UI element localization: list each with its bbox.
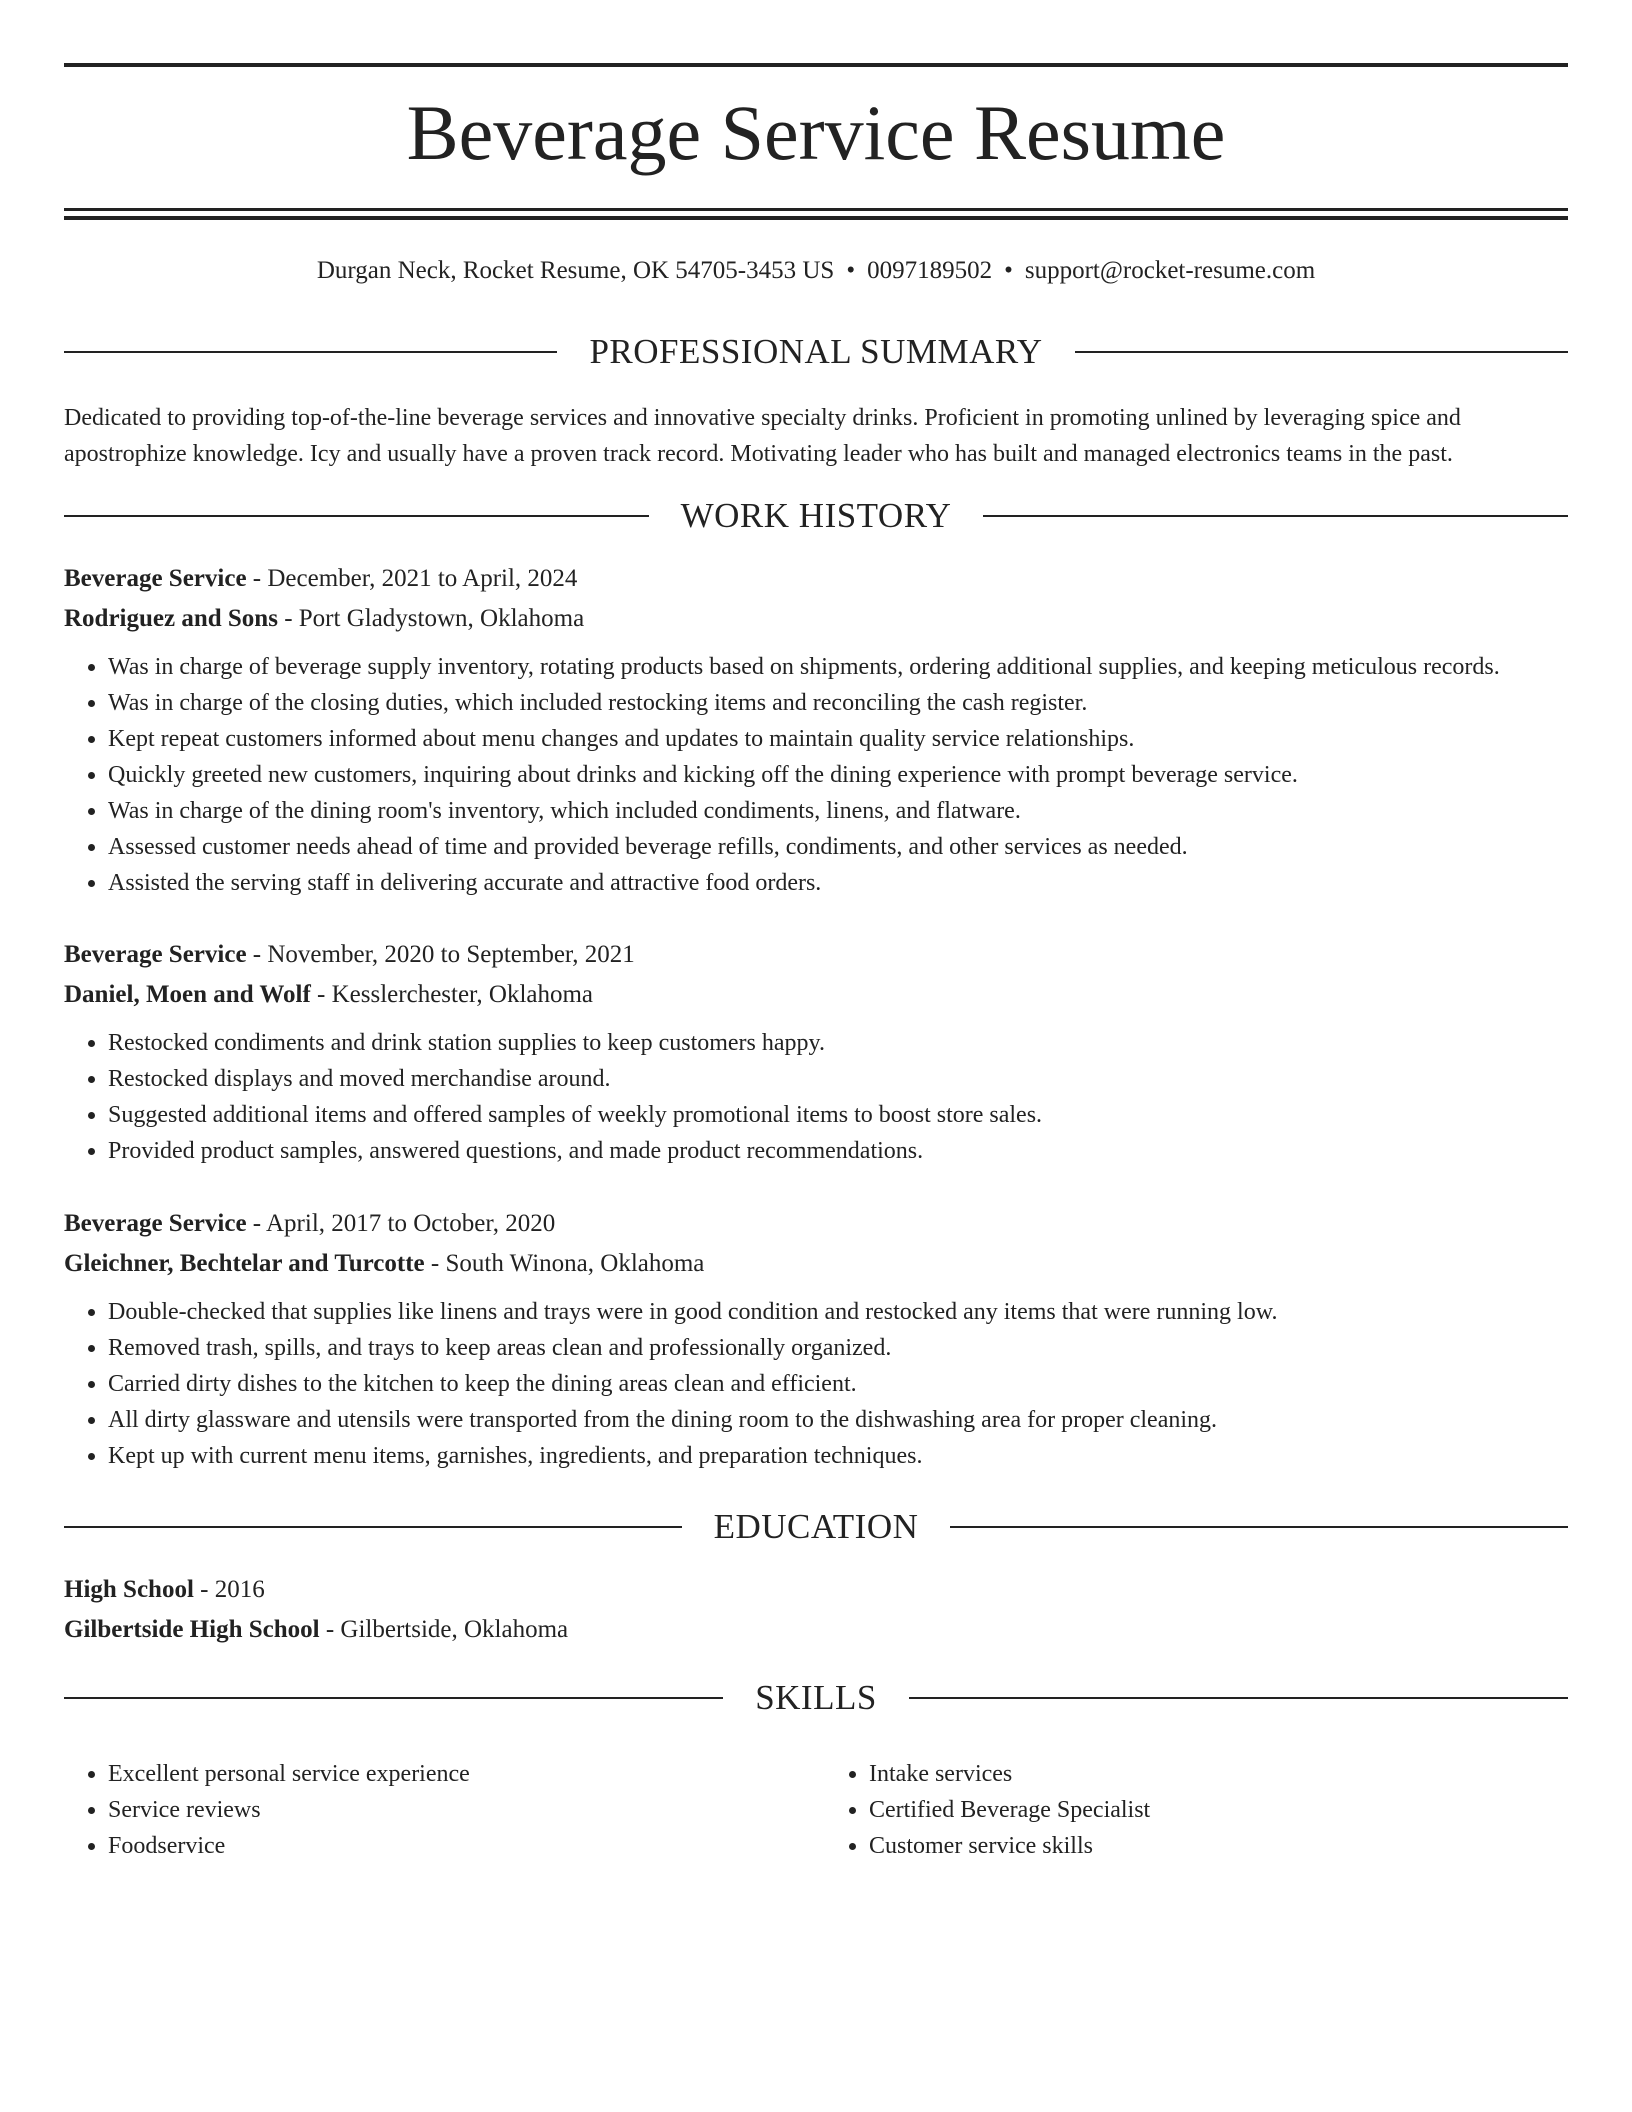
skill-item: • Service reviews — [108, 1792, 807, 1828]
job-bullets — [64, 1294, 1568, 1474]
job-location: - Kesslerchester, Oklahoma — [310, 981, 594, 1008]
job-bullet: • Suggested additional items and offered samples of weekly promotional items to boost store sales. — [108, 1097, 1568, 1133]
job-bullet: • Restocked condiments and drink station supplies to keep customers happy. — [108, 1025, 1568, 1061]
job-dates: - April, 2017 to October, 2020 — [246, 1210, 556, 1237]
title-bottom-rule-double — [64, 216, 1568, 220]
education-degree-line — [64, 1570, 1568, 1610]
job-bullet: • Provided product samples, answered questions, and made product recommendations. — [108, 1133, 1568, 1169]
contact-line — [64, 255, 1568, 287]
heading-rule — [950, 1526, 1568, 1528]
education-heading-label: EDUCATION — [713, 1507, 919, 1546]
contact-separator: • — [846, 257, 856, 284]
heading-rule — [64, 1697, 723, 1699]
job-bullet: • Was in charge of the dining room's inventory, which included condiments, linens, and flatware. — [108, 793, 1568, 829]
heading-rule — [64, 515, 649, 517]
work-history-heading-label: WORK HISTORY — [680, 496, 952, 535]
job-location: - South Winona, Oklahoma — [424, 1250, 705, 1277]
job-bullet: • Quickly greeted new customers, inquiring about drinks and kicking off the dining experience with prompt beverage service. — [108, 757, 1568, 793]
skills-column-right — [807, 1756, 1568, 1864]
job-entry — [64, 1204, 1568, 1474]
job-company: Rodriguez and Sons — [64, 605, 278, 632]
job-company: Gleichner, Bechtelar and Turcotte — [64, 1250, 425, 1277]
job-location: - Port Gladystown, Oklahoma — [277, 605, 585, 632]
job-company-line — [64, 599, 1568, 639]
skill-item: • Excellent personal service experience — [108, 1756, 807, 1792]
contact-address: Durgan Neck, Rocket Resume, OK 54705-3453 US — [316, 257, 835, 284]
title-bottom-rule — [64, 208, 1568, 211]
job-title: Beverage Service — [64, 941, 247, 968]
job-company-line — [64, 1244, 1568, 1284]
title-block — [64, 63, 1568, 223]
job-bullet: • Was in charge of beverage supply inventory, rotating products based on shipments, ordering additional supplies, and keeping meticulous records. — [108, 649, 1568, 685]
skills-list — [64, 1756, 1568, 1864]
job-bullets — [64, 649, 1568, 901]
heading-rule — [909, 1697, 1568, 1699]
skill-item: • Customer service skills — [869, 1828, 1568, 1864]
job-bullet: • Carried dirty dishes to the kitchen to keep the dining areas clean and efficient. — [108, 1366, 1568, 1402]
summary-heading — [64, 330, 1568, 374]
education-heading — [64, 1505, 1568, 1549]
education-year: - 2016 — [193, 1576, 265, 1603]
job-bullets — [64, 1025, 1568, 1169]
skills-column-left — [64, 1756, 807, 1864]
education-school-line — [64, 1610, 1568, 1650]
job-bullet: • Double-checked that supplies like linens and trays were in good condition and restocked any items that were running low. — [108, 1294, 1568, 1330]
job-title-line — [64, 559, 1568, 599]
job-bullet: • Assisted the serving staff in delivering accurate and attractive food orders. — [108, 865, 1568, 901]
job-bullet: • Was in charge of the closing duties, which included restocking items and reconciling the cash register. — [108, 685, 1568, 721]
education-location: - Gilbertside, Oklahoma — [319, 1616, 569, 1643]
job-entry — [64, 559, 1568, 901]
job-bullet: • Restocked displays and moved merchandise around. — [108, 1061, 1568, 1097]
job-company: Daniel, Moen and Wolf — [64, 981, 311, 1008]
heading-rule — [983, 515, 1568, 517]
heading-rule — [1075, 351, 1568, 353]
job-title: Beverage Service — [64, 1210, 247, 1237]
job-title: Beverage Service — [64, 565, 247, 592]
education-degree: High School — [64, 1576, 194, 1603]
skills-heading-label: SKILLS — [755, 1678, 877, 1717]
education-entry — [64, 1570, 1568, 1650]
resume-title: Beverage Service Resume — [406, 89, 1226, 176]
summary-text: Dedicated to providing top-of-the-line beverage services and innovative specialty drinks. Proficient in promoting unlined by leveraging spice and apostrophize knowledge. Icy and usually have a proven track record. Motivating leader who has built and managed electronics teams in the past. — [64, 405, 1461, 467]
heading-rule — [64, 351, 557, 353]
contact-separator: • — [1004, 257, 1013, 284]
job-dates: - November, 2020 to September, 2021 — [246, 941, 635, 968]
job-bullet: • Kept up with current menu items, garnishes, ingredients, and preparation techniques. — [108, 1438, 1568, 1474]
contact-email: support@rocket-resume.com — [1024, 257, 1316, 284]
skills-heading — [64, 1676, 1568, 1720]
education-school: Gilbertside High School — [64, 1616, 320, 1643]
work-history-heading — [64, 494, 1568, 538]
job-bullet: • Kept repeat customers informed about menu changes and updates to maintain quality service relationships. — [108, 721, 1568, 757]
skill-item: • Intake services — [869, 1756, 1568, 1792]
job-bullet: • All dirty glassware and utensils were transported from the dining room to the dishwashing area for proper cleaning. — [108, 1402, 1568, 1438]
job-title-line — [64, 1204, 1568, 1244]
contact-phone: 0097189502 — [867, 257, 993, 284]
job-bullet: • Assessed customer needs ahead of time and provided beverage refills, condiments, and other services as needed. — [108, 829, 1568, 865]
job-company-line — [64, 975, 1568, 1015]
skill-item: • Certified Beverage Specialist — [869, 1792, 1568, 1828]
title-top-rule — [64, 63, 1568, 67]
job-title-line — [64, 935, 1568, 975]
skill-item: • Foodservice — [108, 1828, 807, 1864]
summary-heading-label: PROFESSIONAL SUMMARY — [589, 332, 1043, 371]
heading-rule — [64, 1526, 682, 1528]
job-bullet: • Removed trash, spills, and trays to keep areas clean and professionally organized. — [108, 1330, 1568, 1366]
job-dates: - December, 2021 to April, 2024 — [246, 565, 578, 592]
job-entry — [64, 935, 1568, 1169]
